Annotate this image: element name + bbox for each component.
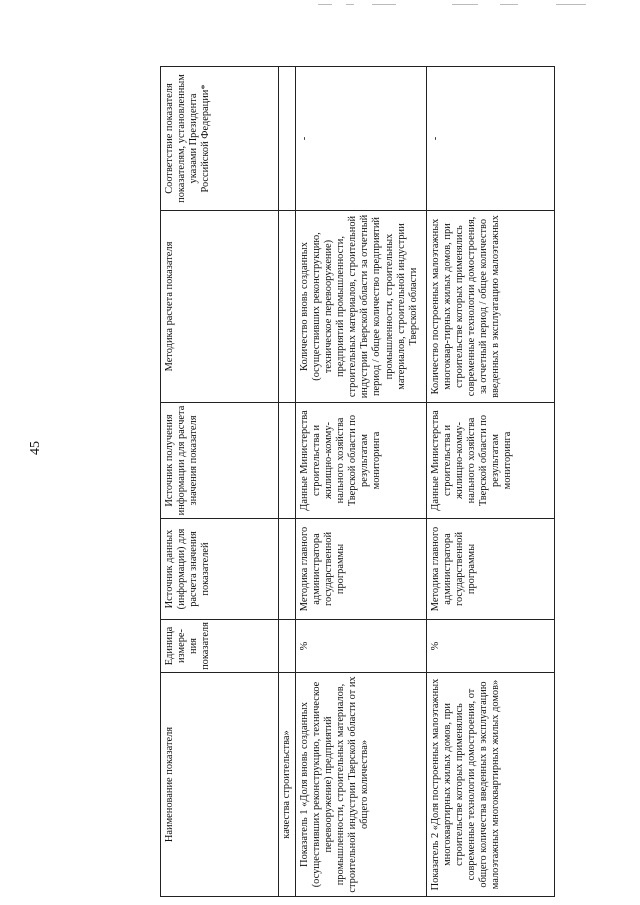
data-source-cell: Методика главного администратора государственной программы bbox=[296, 519, 427, 620]
scan-mark bbox=[372, 4, 396, 5]
info-source-cell: Данные Министерства строительства и жилищно-комму-нального хозяйства Тверской области по результатам мониторинга bbox=[427, 403, 555, 519]
table-row bbox=[296, 67, 427, 897]
header-cell: Методика расчета показателя bbox=[161, 211, 279, 403]
info-source-cell: Данные Министерства строительства и жилищно-комму-нального хозяйства Тверской области по результатам мониторинга bbox=[296, 403, 427, 519]
unit-cell: % bbox=[296, 620, 427, 673]
method-cell: Количество вновь созданных (осуществивших реконструкцию, техническое перевооружение) предприятий промышленности, строительных материалов, строительной индустрии Тверской области за отчетный период / общее количество предприятий промышленности, строительных материалов, строительной индустрии Тверской области bbox=[296, 211, 427, 403]
section-row bbox=[279, 67, 296, 897]
header-cell: Соответствие показателя показателям, установленным указами Президента Российской Федерации* bbox=[161, 67, 279, 211]
indicator-name-cell: Показатель 1 «Доля вновь созданных (осуществивших реконструкцию, техническое перевооружение) предприятий промышленности, строительных материалов, строительной индустрии Тверской области от их общего количества» bbox=[296, 673, 427, 897]
empty-cell bbox=[279, 67, 296, 211]
scan-mark bbox=[452, 4, 478, 5]
method-cell: Количество построенных малоэтажных многоквар-тирных жилых домов, при строительстве которых применялись современные технологии домостроения, за отчетный период / общее количество введенных в эксплуатацию малоэтажных bbox=[427, 211, 555, 403]
scan-mark bbox=[556, 4, 586, 5]
data-source-cell: Методика главного администратора государственной программы bbox=[427, 519, 555, 620]
section-cell: качества строительства» bbox=[279, 673, 296, 897]
rotated-table-wrapper bbox=[160, 67, 552, 897]
indicators-table bbox=[160, 66, 555, 897]
empty-cell bbox=[279, 519, 296, 620]
decree-compliance-cell: - bbox=[427, 67, 555, 211]
page-number: 45 bbox=[28, 441, 43, 455]
scan-mark bbox=[346, 4, 354, 5]
empty-cell bbox=[279, 403, 296, 519]
table-header-row bbox=[161, 67, 279, 897]
header-cell: Источник получения информации для расчета значения показателя bbox=[161, 403, 279, 519]
scan-mark bbox=[500, 4, 518, 5]
header-cell: Источник данных (информации) для расчета значения показателей bbox=[161, 519, 279, 620]
header-cell: Наименование показателя bbox=[161, 673, 279, 897]
header-cell: Единица измере-ния показателя bbox=[161, 620, 279, 673]
scan-mark bbox=[318, 4, 332, 5]
empty-cell bbox=[279, 620, 296, 673]
unit-cell: % bbox=[427, 620, 555, 673]
table-row bbox=[427, 67, 555, 897]
decree-compliance-cell: - bbox=[296, 67, 427, 211]
indicator-name-cell: Показатель 2 «Доля построенных малоэтажных многоквартирных жилых домов, при строительстве которых применялись современные технологии домостроения, от общего количества введенных в эксплуатацию малоэтажных многоквартирных жилых домов» bbox=[427, 673, 555, 897]
empty-cell bbox=[279, 211, 296, 403]
